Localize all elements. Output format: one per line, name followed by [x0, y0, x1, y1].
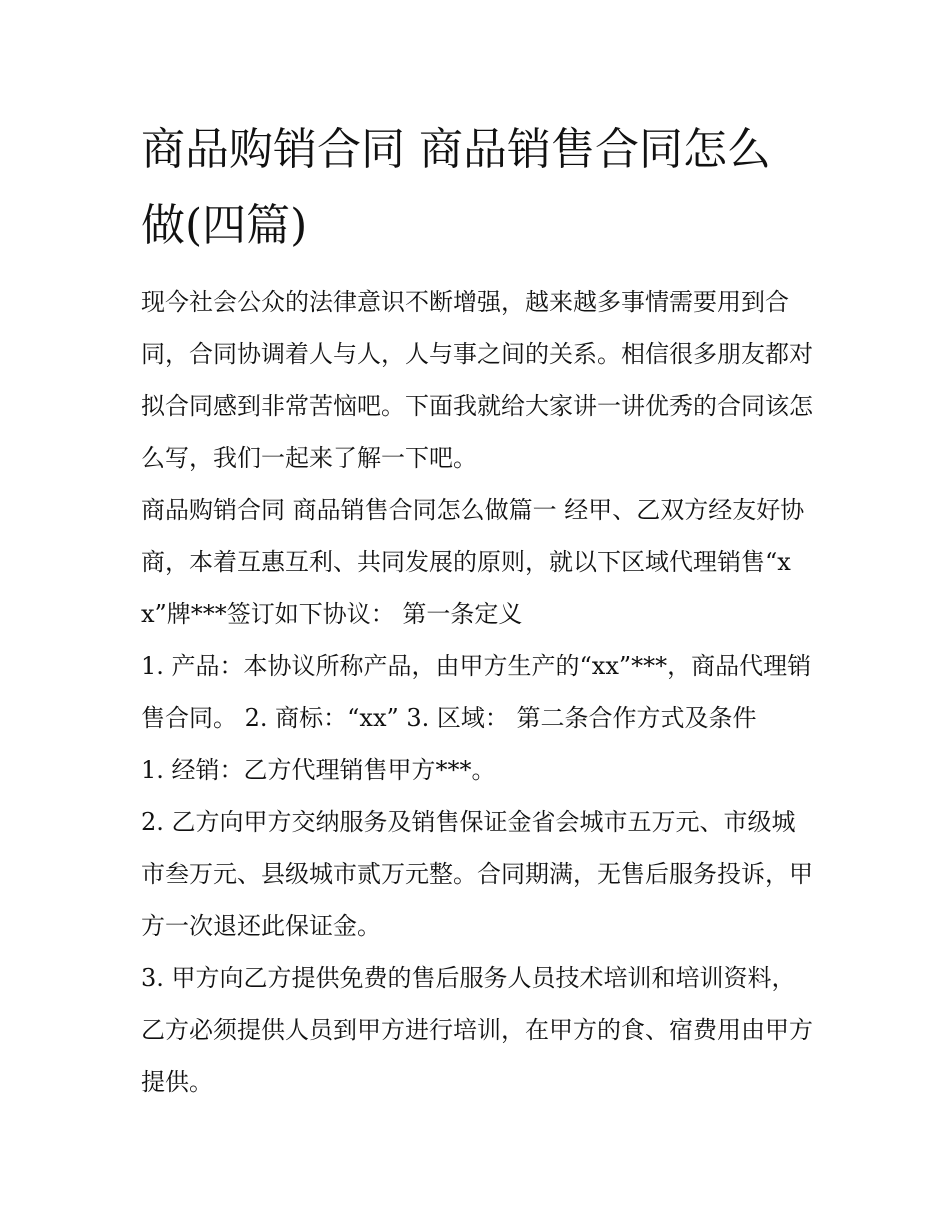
- deposit-clause: 2. 乙方向甲方交纳服务及销售保证金省会城市五万元、市级城市叁万元、县级城市贰万元整。合同期满，无售后服务投诉，甲方一次退还此保证金。: [141, 808, 813, 940]
- document-title: 商品购销合同 商品销售合同怎么做(四篇): [141, 124, 771, 251]
- training-clause: 3. 甲方向乙方提供免费的售后服务人员技术培训和培训资料，乙方必须提供人员到甲方进行培训，在甲方的食、宿费用由甲方提供。: [141, 964, 813, 1096]
- distribution-clause: 1. 经销：乙方代理销售甲方***。: [141, 756, 496, 784]
- agreement-preamble-paragraph: 商品购销合同 商品销售合同怎么做篇一 经甲、乙双方经友好协商，本着互惠互利、共同发展的原则，就以下区域代理销售“xx”牌***签订如下协议： 第一条定义: [141, 496, 805, 628]
- document-body: [141, 112, 813, 1108]
- intro-paragraph: 现今社会公众的法律意识不断增强，越来越多事情需要用到合同，合同协调着人与人，人与事之间的关系。相信很多朋友都对拟合同感到非常苦恼吧。下面我就给大家讲一讲优秀的合同该怎么写，我们一起来了解一下吧。: [141, 288, 813, 472]
- definitions-paragraph: 1. 产品：本协议所称产品，由甲方生产的“xx”***，商品代理销售合同。 2. 商标：“xx” 3. 区域： 第二条合作方式及条件: [141, 652, 812, 732]
